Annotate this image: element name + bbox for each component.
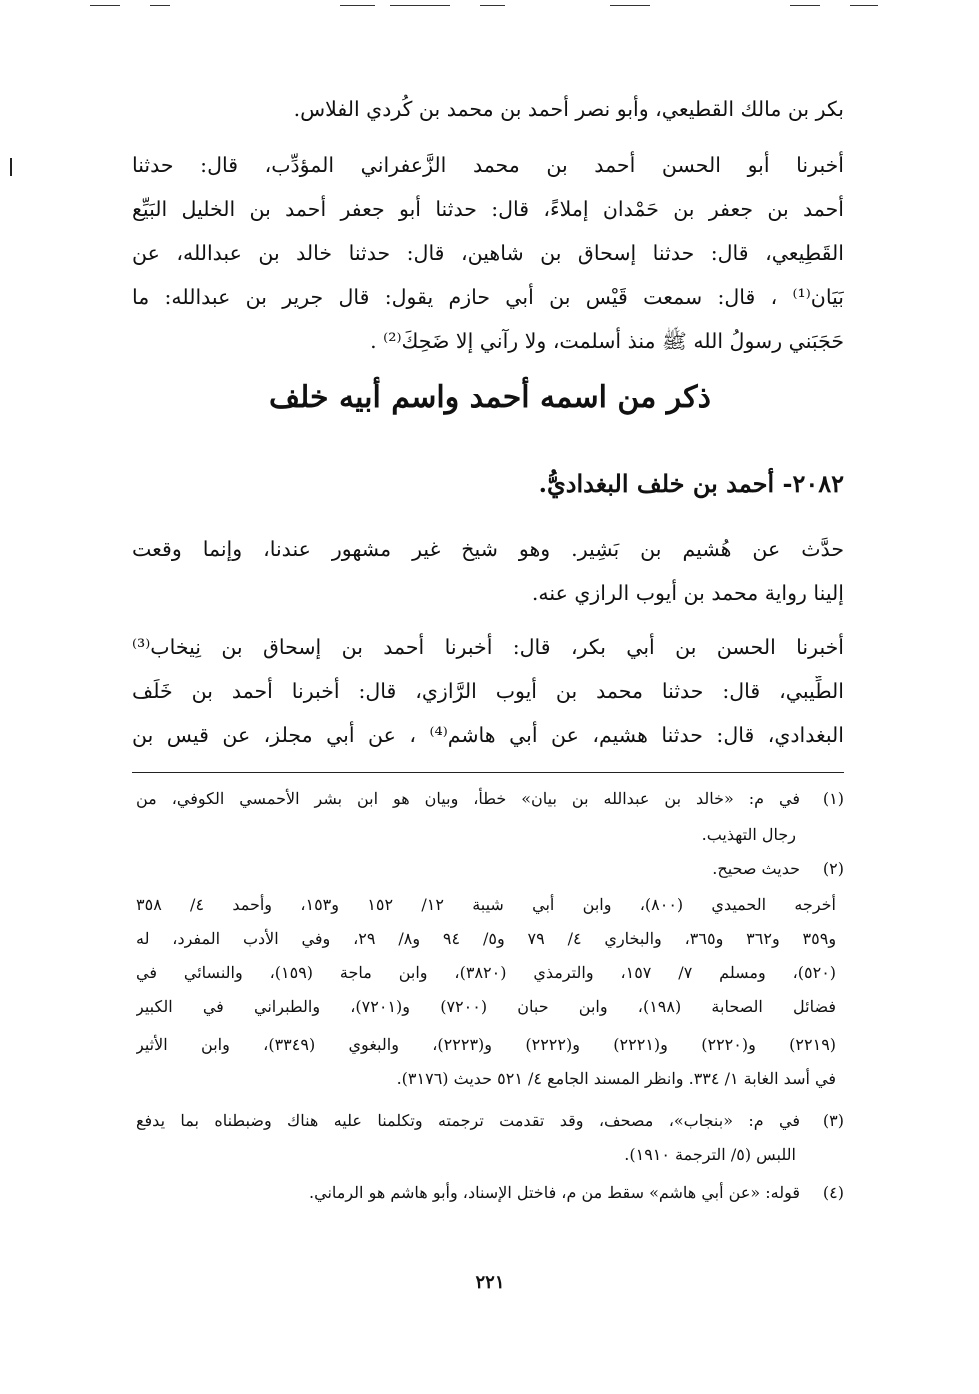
footnote-3-line-2: اللبس (٥/ الترجمة ١٩١٠). bbox=[624, 1145, 796, 1164]
footnote-1-line-1 bbox=[136, 786, 844, 812]
footnote-2-line-4: فضائل الصحابة (١٩٨)، وابن حبان (٧٢٠٠) و(٧٢٠١)، والطبراني في الكبير bbox=[136, 997, 836, 1016]
page-number: ٢٢١ bbox=[475, 1272, 505, 1293]
footnote-2-line-2: و٣٥٩ و٣٦٢ و٣٦٥، والبخاري ٤/ ٧٩ و٥/ ٩٤ و٨/ ٢٩، وفي الأدب المفرد، له bbox=[136, 929, 836, 948]
scan-edge-marks bbox=[90, 2, 889, 8]
entry-title: ٢٠٨٢- أحمد بن خلف البغداديُّ. bbox=[538, 469, 844, 498]
para1-line-1: أخبرنا أبو الحسن أحمد بن محمد الزَّعفراني المؤدِّب، قال: حدثنا bbox=[132, 153, 844, 177]
para3-line-3: البغدادي، قال: حدثنا هشيم، عن أبي هاشم⁽⁴⁾ ، عن أبي مجلز، عن قيس بن bbox=[132, 723, 844, 747]
footnote-2-label: حديث صحيح. bbox=[712, 859, 800, 878]
footnote-1-number: (١) bbox=[822, 789, 844, 808]
para1-line-3: القَطِيعي، قال: حدثنا إسحاق بن شاهين، قال: حدثنا خالد بن عبدالله، عن bbox=[132, 241, 844, 265]
para2-line-1: حدَّث عن هُشيم بن بَشِير. وهو شيخ غير مشهور عندنا، وإنما وقعت bbox=[132, 537, 844, 561]
footnote-2-line-3: (٥٢٠)، ومسلم ٧/ ١٥٧، والترمذي (٣٨٢٠)، وابن ماجة (١٥٩)، والنسائي في bbox=[136, 963, 836, 982]
footnote-1-text: في م: «خالد بن عبدالله بن بيان» خطأ، وبيان هو ابن بشر الأحمسي الكوفي، من bbox=[136, 789, 800, 808]
para3-line-2: الطِّيبي، قال: حدثنا محمد بن أيوب الرَّازي، قال: أخبرنا أحمد بن خَلَف bbox=[132, 679, 844, 703]
footnote-separator bbox=[132, 772, 844, 773]
para1-line-4: بَيَان⁽¹⁾ ، قال: سمعت قَيْس بن أبي حازم يقول: قال جرير بن عبدالله: ما bbox=[132, 285, 844, 309]
section-heading: ذكر من اسمه أحمد واسم أبيه خلف bbox=[269, 380, 711, 415]
footnote-2-line-5: (٢٢١٩) و(٢٢٢٠) و(٢٢٢١) و(٢٢٢٢) و(٢٢٢٣)، والبغوي (٣٣٤٩)، وابن الأثير bbox=[136, 1035, 836, 1054]
para2-line-2: إلينا رواية محمد بن أيوب الرازي عنه. bbox=[531, 581, 844, 605]
para1-line-2: أحمد بن جعفر بن حَمْدان إملاءً، قال: حدثنا أبو جعفر أحمد بن الخليل البَيِّع bbox=[132, 197, 844, 221]
footnote-4-line-1 bbox=[136, 1180, 844, 1206]
para1-line-5: حَجَبَني رسولُ الله ﷺ منذ أسلمت، ولا رآني إلا ضَحِكَ⁽²⁾ . bbox=[370, 329, 844, 353]
footnote-4-number: (٤) bbox=[822, 1183, 844, 1202]
footnote-3-text: في م: «بنجاب»، مصحف، وقد تقدمت ترجمته وتكلمنا عليه هناك وضبطناه بما يدفع bbox=[136, 1111, 800, 1130]
footnote-2-header bbox=[136, 856, 844, 882]
footnote-1-line-2: رجال التهذيب. bbox=[701, 825, 796, 844]
footnote-2-number: (٢) bbox=[822, 859, 844, 878]
scan-margin-mark bbox=[10, 158, 12, 176]
footnote-3-line-1 bbox=[136, 1108, 844, 1134]
para3-line-1: أخبرنا الحسن بن أبي بكر، قال: أخبرنا أحمد بن إسحاق بن نِيخاب⁽³⁾ bbox=[132, 635, 844, 659]
intro-line: بكر بن مالك القطيعي، وأبو نصر أحمد بن محمد بن كُردي الفلاس. bbox=[293, 97, 844, 121]
footnote-2-line-6: في أسد الغابة ١/ ٣٣٤. وانظر المسند الجامع ٤/ ٥٢١ حديث (٣١٧٦). bbox=[396, 1069, 836, 1088]
footnote-2-line-1: أخرجه الحميدي (٨٠٠)، وابن أبي شيبة ١٢/ ١٥٢ و١٥٣، وأحمد ٤/ ٣٥٨ bbox=[136, 895, 836, 914]
footnote-3-number: (٣) bbox=[822, 1111, 844, 1130]
footnote-4-text: قوله: «عن أبي هاشم» سقط من م، فاختل الإسناد، وأبو هاشم هو الرماني. bbox=[309, 1183, 800, 1202]
